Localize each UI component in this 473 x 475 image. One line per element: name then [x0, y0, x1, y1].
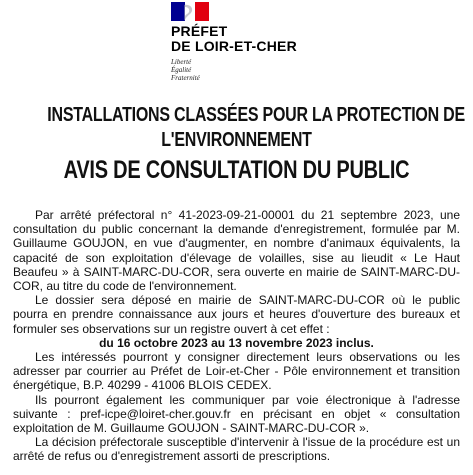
- motto-fraternite: Fraternité: [171, 74, 200, 82]
- consultation-dates: du 16 octobre 2023 au 13 novembre 2023 inclus.: [99, 335, 374, 350]
- title-block: [0, 103, 473, 185]
- motto-egalite: Égalité: [171, 66, 192, 74]
- paragraph-electronic: Ils pourront également les communiquer par voie électronique à l'adresse suivante : pref-icpe@loiret-cher.gouv.fr en précisant en objet « consultation exploitation de M. Guillaume GOUJON - SAINT-MARC-DU-COR ».: [13, 392, 460, 436]
- notice-body: [13, 208, 460, 464]
- prefet-line-1: PRÉFET: [171, 23, 228, 39]
- republic-motto: [171, 58, 200, 82]
- notice-subtitle: AVIS DE CONSULTATION DU PUBLIC: [63, 156, 410, 184]
- main-title-line-2: L'ENVIRONNEMENT: [161, 129, 312, 151]
- paragraph-decision: La décision préfectorale susceptible d'intervenir à l'issue de la procédure est un arrêté de refus ou d'enregistrement assorti de prescriptions.: [13, 435, 460, 464]
- prefet-line-2: DE LOIR-ET-CHER: [171, 38, 297, 54]
- paragraph-observations: Les intéressés pourront y consigner directement leurs observations ou les adresser par courrier au Préfet de Loir-et-Cher - Pôle environnement et transition énergétique, B.P. 40299 - 41006 BLOIS CEDEX.: [13, 350, 460, 393]
- paragraph-dossier: Le dossier sera déposé en mairie de SAINT-MARC-DU-COR où le public pourra en prendre connaissance aux jours et heures d'ouverture des bureaux et formuler ses observations sur un registre ouvert à cet effet :: [13, 293, 460, 336]
- main-title-line-1: INSTALLATIONS CLASSÉES POUR LA PROTECTION DE: [47, 104, 465, 126]
- prefecture-name: [171, 24, 297, 54]
- motto-liberte: Liberté: [171, 58, 192, 66]
- marianne-flag-icon: [171, 2, 209, 21]
- paragraph-decree: Par arrêté préfectoral n° 41-2023-09-21-00001 du 21 septembre 2023, une consultation du public concernant la demande d'enregistrement, formulée par M. Guillaume GOUJON, en vue d'augmenter, en nombre d'animaux équivalents, la capacité de son exploitation d'élevage de volailles, sise au lieudit « Le Haut Beaufeu » à SAINT-MARC-DU-COR, sera ouverte en mairie de SAINT-MARC-DU-COR, au titre du code de l'environnement.: [13, 208, 460, 294]
